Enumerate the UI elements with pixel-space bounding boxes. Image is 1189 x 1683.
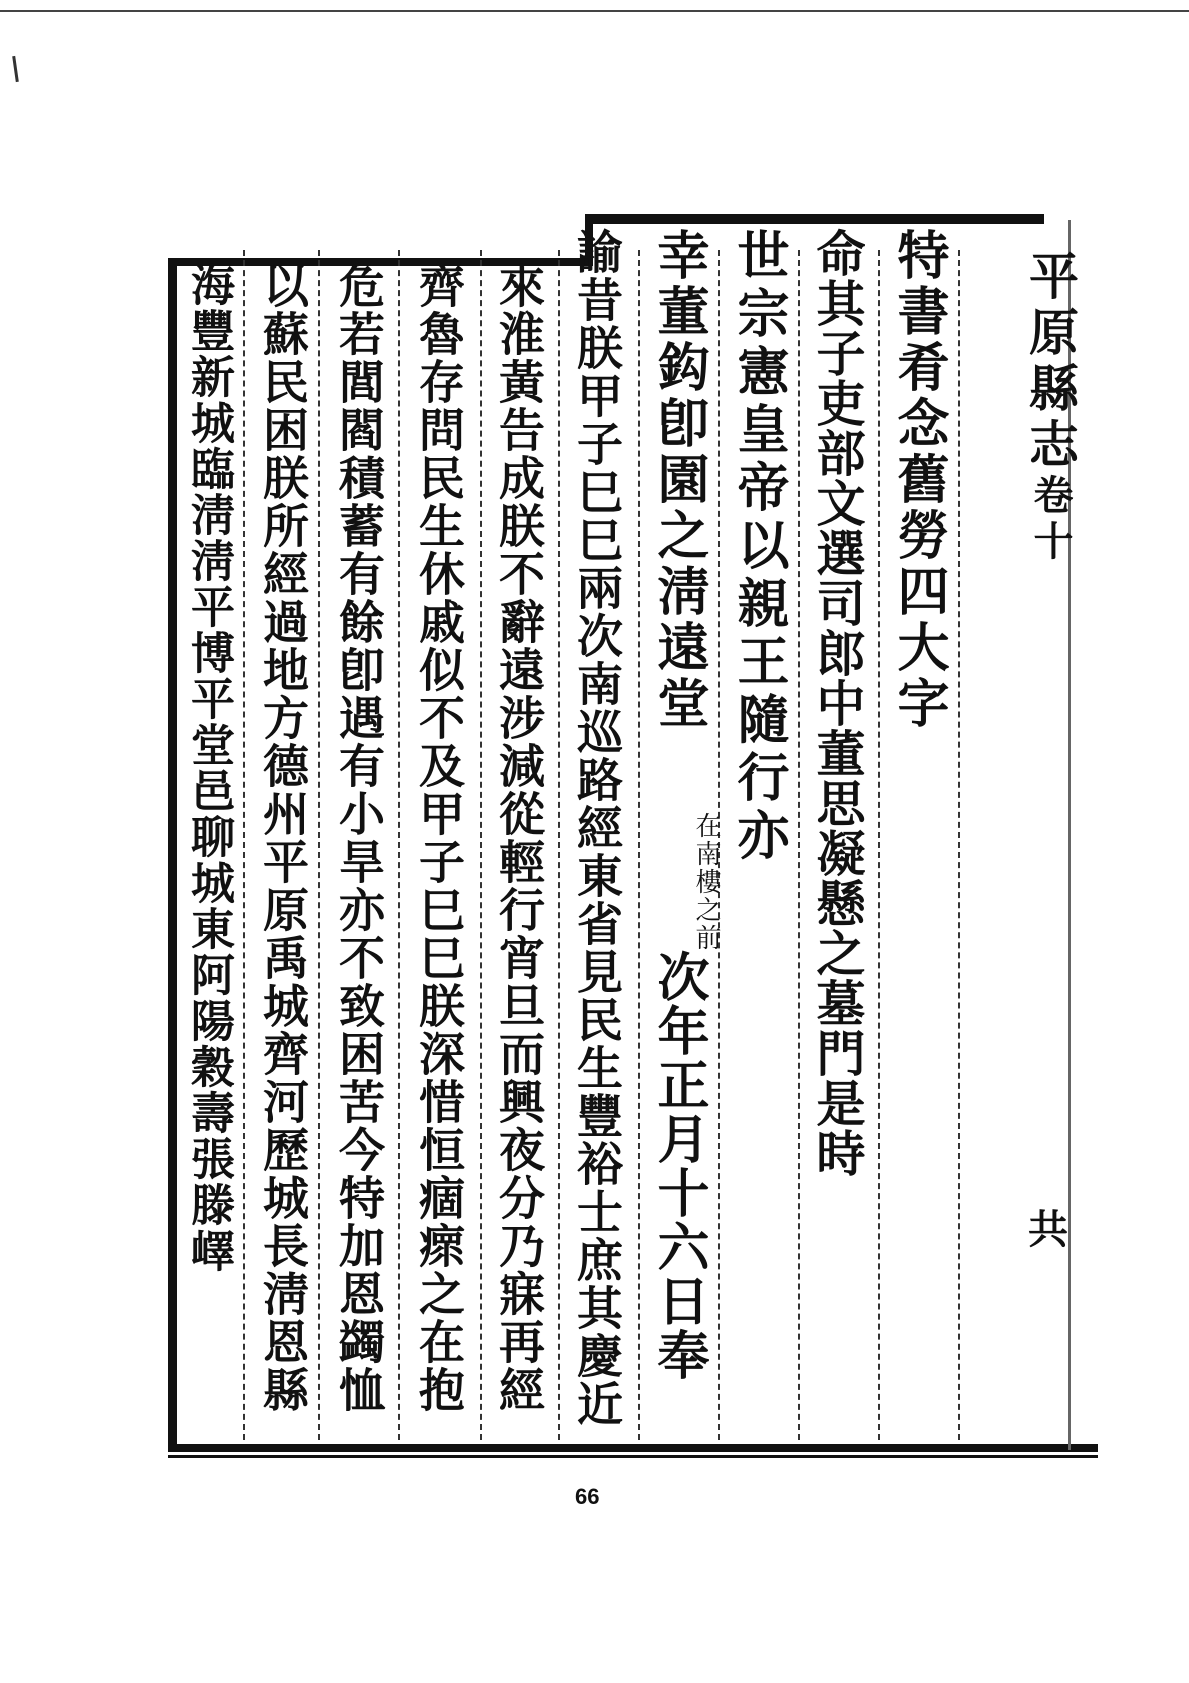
- page-number: 66: [575, 1484, 600, 1509]
- column-rule: [243, 250, 245, 1440]
- text-column-4-cont: 次年正月十六日奉: [648, 950, 709, 1382]
- column-rule: [958, 250, 960, 1440]
- interlinear-note: 在南樓之前: [691, 812, 721, 952]
- text-column-8: 危若閭閻積蓄有餘卽遇有小旱亦不致困苦今特加恩蠲恤: [332, 262, 386, 1414]
- column-rule: [398, 250, 400, 1440]
- text-column-7: 齊魯存問民生休戚似不及甲子巳巳朕深惜恒痼瘝之在抱: [412, 262, 466, 1414]
- column-rule: [480, 250, 482, 1440]
- margin-mark: [12, 56, 19, 82]
- book-title: [1022, 250, 1078, 566]
- text-column-2: 命其子吏部文選司郎中董思凝懸之墓門是時: [809, 228, 867, 1178]
- text-column-6: 來淮黃告成朕不辭遠涉減從輕行宵旦而興夜分乃寐再經: [492, 262, 546, 1414]
- page-frame-left: [168, 258, 177, 1450]
- leaf-number: 共: [1028, 1206, 1068, 1253]
- column-rule: [318, 250, 320, 1440]
- column-rule: [878, 250, 880, 1440]
- scan-top-border: [0, 10, 1189, 12]
- text-column-9: 以蘇民困朕所經過地方德州平原禹城齊河歷城長淸恩縣: [256, 262, 310, 1414]
- text-column-10: 海豐新城臨淸淸平博平堂邑聊城東阿陽穀壽張滕嶧: [183, 262, 234, 1274]
- text-column-1: 特書肴念舊勞四大字: [888, 228, 949, 732]
- page-frame-bottom-inner: [168, 1455, 1098, 1458]
- column-rule: [798, 250, 800, 1440]
- page-frame-bottom: [168, 1444, 1098, 1452]
- text-column-3: 世宗憲皇帝以親王隨行亦: [728, 228, 789, 866]
- volume-label: 卷十: [1027, 474, 1074, 566]
- column-rule: [638, 250, 640, 1440]
- text-column-5: 諭昔朕甲子巳巳兩次南巡路經東省見民生豐裕士庶其慶近: [570, 228, 624, 1428]
- page-frame-top: [590, 214, 1044, 224]
- book-title-text: 平原縣志: [1021, 250, 1080, 474]
- text-column-4: 幸董鈎卽園之淸遠堂: [648, 228, 709, 732]
- column-rule: [558, 250, 560, 1440]
